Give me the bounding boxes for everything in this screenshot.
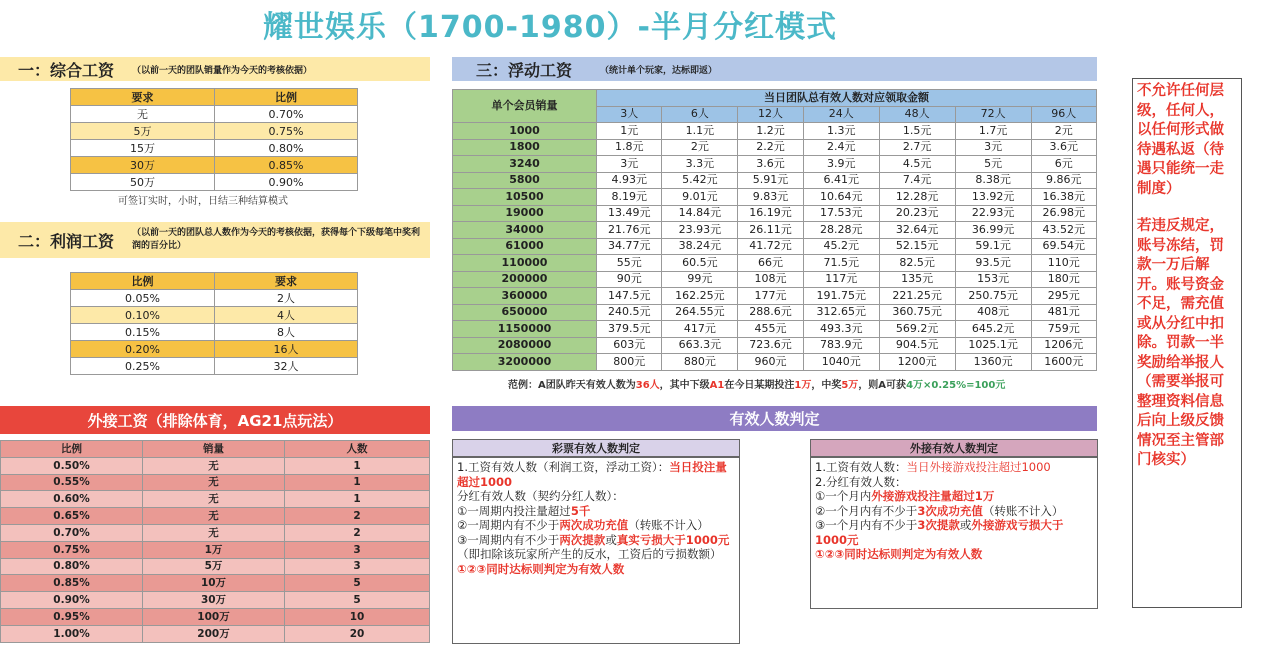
amount-cell: 1200元 (879, 354, 955, 371)
amount-cell: 14.84元 (662, 205, 738, 222)
cell: 0.70% (215, 106, 358, 123)
group-header: 当日团队总有效人数对应领取金额 (597, 90, 1097, 107)
cell: 0.80% (1, 558, 143, 575)
amount-cell: 99元 (662, 271, 738, 288)
amount-cell: 13.49元 (597, 205, 662, 222)
table-row (1, 608, 430, 625)
cell: 0.10% (71, 307, 215, 324)
cell: 10 (285, 608, 430, 625)
amount-cell: 455元 (738, 321, 803, 338)
col-header: 比例 (215, 89, 358, 106)
table-row (1, 474, 430, 491)
amount-cell: 360.75元 (879, 304, 955, 321)
amount-cell: 66元 (738, 255, 803, 272)
external-box-title: 外接有效人数判定 (910, 442, 998, 455)
lottery-line (457, 533, 735, 548)
cell: 100万 (143, 608, 285, 625)
table-row (1, 575, 430, 592)
table-row (71, 358, 358, 375)
external-line: 2.分红有效人数： (815, 474, 907, 489)
cell: 30万 (143, 592, 285, 609)
amount-cell: 3元 (955, 139, 1031, 156)
cell: 2 (285, 524, 430, 541)
section2-header (0, 222, 430, 258)
lottery-line: 分红有效人数（契约分红人数）： (457, 489, 624, 503)
table-row (71, 140, 358, 157)
lottery-box-header (452, 439, 740, 457)
amount-cell: 32.64元 (879, 222, 955, 239)
highlight: 两次提款 (559, 532, 606, 547)
lottery-line (457, 504, 735, 519)
highlight: 外接游戏投注量超过1万 (871, 489, 995, 503)
amount-cell: 177元 (738, 288, 803, 305)
cell: 200万 (143, 625, 285, 642)
table-row (453, 255, 1097, 272)
sales-cell: 3200000 (453, 354, 597, 371)
text: （转账不计入） (982, 503, 1064, 518)
table-row (453, 139, 1097, 156)
amount-cell: 417元 (662, 321, 738, 338)
col-header: 3人 (597, 106, 662, 123)
amount-cell: 4.93元 (597, 172, 662, 189)
amount-cell: 8.19元 (597, 189, 662, 206)
col-header: 要求 (71, 89, 215, 106)
amount-cell: 3.6元 (1031, 139, 1096, 156)
sales-cell: 2080000 (453, 337, 597, 354)
cell: 2 (285, 508, 430, 525)
section1-header (0, 57, 430, 81)
amount-cell: 1040元 (803, 354, 879, 371)
amount-cell: 34.77元 (597, 238, 662, 255)
cell: 0.50% (1, 457, 143, 474)
col-header: 72人 (955, 106, 1031, 123)
highlight: 3次成功充值 (917, 503, 983, 518)
amount-cell: 312.65元 (803, 304, 879, 321)
table-row (71, 341, 358, 358)
cell: 16人 (215, 341, 358, 358)
amount-cell: 904.5元 (879, 337, 955, 354)
text: ②一个月内有不少于 (815, 503, 918, 518)
section2-table (70, 272, 358, 375)
amount-cell: 1元 (597, 123, 662, 140)
amount-cell: 221.25元 (879, 288, 955, 305)
amount-cell: 481元 (1031, 304, 1096, 321)
amount-cell: 5.91元 (738, 172, 803, 189)
section3-example (508, 376, 1005, 391)
amount-cell: 71.5元 (803, 255, 879, 272)
amount-cell: 603元 (597, 337, 662, 354)
external-box (810, 457, 1098, 609)
amount-cell: 59.1元 (955, 238, 1031, 255)
example-value: 4万×0.25%=100元 (906, 380, 1006, 391)
cell: 32人 (215, 358, 358, 375)
amount-cell: 264.55元 (662, 304, 738, 321)
cell: 0.15% (71, 324, 215, 341)
highlight: 外接游戏亏损大于1000元 (815, 518, 1064, 547)
amount-cell: 4.5元 (879, 156, 955, 173)
cell: 5万 (143, 558, 285, 575)
amount-cell: 1360元 (955, 354, 1031, 371)
example-text: 范例：A团队昨天有效人数为 (508, 380, 636, 391)
section1-heading: 一：综合工资 (18, 60, 115, 80)
cell: 0.90% (1, 592, 143, 609)
highlight: 当日外接游戏投注超过1000 (906, 460, 1051, 474)
amount-cell: 5.42元 (662, 172, 738, 189)
cell: 1万 (143, 541, 285, 558)
amount-cell: 3.9元 (803, 156, 879, 173)
cell: 无 (143, 524, 285, 541)
amount-cell: 783.9元 (803, 337, 879, 354)
cell: 1.00% (1, 625, 143, 642)
table-row (71, 157, 358, 174)
sales-cell: 110000 (453, 255, 597, 272)
amount-cell: 16.19元 (738, 205, 803, 222)
amount-cell: 1.7元 (955, 123, 1031, 140)
table-row (1, 508, 430, 525)
section3-heading: 三：浮动工资 (476, 60, 573, 80)
lottery-line: （即扣除该玩家所产生的反水，工资后的亏损数额） (457, 547, 722, 561)
amount-cell: 38.24元 (662, 238, 738, 255)
table-row (71, 123, 358, 140)
table-row (453, 238, 1097, 255)
amount-cell: 569.2元 (879, 321, 955, 338)
amount-cell: 295元 (1031, 288, 1096, 305)
cell: 2人 (215, 290, 358, 307)
section1-note: 可签订实时，小时，日结三种结算模式 (118, 196, 288, 207)
amount-cell: 1600元 (1031, 354, 1096, 371)
section1-table (70, 88, 358, 191)
cell: 3 (285, 558, 430, 575)
cell: 0.20% (71, 341, 215, 358)
amount-cell: 153元 (955, 271, 1031, 288)
external-line (815, 489, 1093, 504)
amount-cell: 90元 (597, 271, 662, 288)
cell: 1 (285, 491, 430, 508)
amount-cell: 180元 (1031, 271, 1096, 288)
highlight: 真实亏损大于1000元 (616, 532, 730, 547)
example-text: ，则A可获 (858, 380, 907, 391)
cell: 15万 (71, 140, 215, 157)
lottery-box-title: 彩票有效人数判定 (552, 442, 640, 455)
table-row (453, 288, 1097, 305)
text: ③一周期内有不少于 (457, 532, 560, 547)
table-row (453, 156, 1097, 173)
amount-cell: 960元 (738, 354, 803, 371)
cell: 5 (285, 575, 430, 592)
text: （转账不计入） (628, 518, 709, 532)
sales-cell: 10500 (453, 189, 597, 206)
amount-cell: 2.7元 (879, 139, 955, 156)
sales-cell: 650000 (453, 304, 597, 321)
example-text: ，中奖 (811, 380, 842, 391)
sales-cell: 19000 (453, 205, 597, 222)
amount-cell: 2元 (1031, 123, 1096, 140)
section4-heading: 外接工资（排除体育，AG21点玩法） (87, 411, 343, 430)
amount-cell: 645.2元 (955, 321, 1031, 338)
amount-cell: 6元 (1031, 156, 1096, 173)
amount-cell: 55元 (597, 255, 662, 272)
amount-cell: 1.1元 (662, 123, 738, 140)
amount-cell: 9.86元 (1031, 172, 1096, 189)
cell: 0.60% (1, 491, 143, 508)
amount-cell: 93.5元 (955, 255, 1031, 272)
example-value: 5万 (841, 380, 859, 391)
amount-cell: 6.41元 (803, 172, 879, 189)
amount-cell: 2元 (662, 139, 738, 156)
cell: 无 (143, 508, 285, 525)
amount-cell: 26.11元 (738, 222, 803, 239)
amount-cell: 7.4元 (879, 172, 955, 189)
cell: 1 (285, 474, 430, 491)
amount-cell: 800元 (597, 354, 662, 371)
amount-cell: 288.6元 (738, 304, 803, 321)
table-row (453, 172, 1097, 189)
amount-cell: 52.15元 (879, 238, 955, 255)
amount-cell: 108元 (738, 271, 803, 288)
amount-cell: 493.3元 (803, 321, 879, 338)
amount-cell: 3元 (597, 156, 662, 173)
table-row (453, 304, 1097, 321)
table-row (1, 524, 430, 541)
col-header: 12人 (738, 106, 803, 123)
lottery-line: ①②③同时达标则判定为有效人数 (457, 561, 625, 576)
table-row (1, 491, 430, 508)
sales-cell: 1150000 (453, 321, 597, 338)
table-row (1, 457, 430, 474)
amount-cell: 3.6元 (738, 156, 803, 173)
section4-table (0, 440, 430, 643)
section5-header (452, 406, 1097, 431)
external-box-header (810, 439, 1098, 457)
amount-cell: 1025.1元 (955, 337, 1031, 354)
cell: 0.85% (1, 575, 143, 592)
example-value: A1 (709, 380, 725, 391)
table-row (453, 321, 1097, 338)
amount-cell: 5元 (955, 156, 1031, 173)
amount-cell: 147.5元 (597, 288, 662, 305)
section2-heading: 二：利润工资 (18, 231, 115, 251)
table-row (71, 106, 358, 123)
cell: 1 (285, 457, 430, 474)
col-header: 比例 (71, 273, 215, 290)
table-row (71, 307, 358, 324)
sales-cell: 360000 (453, 288, 597, 305)
amount-cell: 191.75元 (803, 288, 879, 305)
side-notice (1132, 78, 1242, 608)
cell: 0.05% (71, 290, 215, 307)
example-text: ，其中下级 (659, 380, 710, 391)
sales-cell: 1000 (453, 123, 597, 140)
amount-cell: 1.5元 (879, 123, 955, 140)
col-header: 人数 (285, 441, 430, 458)
amount-cell: 21.76元 (597, 222, 662, 239)
amount-cell: 1.8元 (597, 139, 662, 156)
amount-cell: 110元 (1031, 255, 1096, 272)
col-header: 6人 (662, 106, 738, 123)
side-notice-rule: 不允许任何层级，任何人，以任何形式做待遇私返（待遇只能统一走制度） (1137, 83, 1224, 197)
col-header: 销量 (143, 441, 285, 458)
text: ③一个月内有不少于 (815, 518, 918, 532)
table-row (1, 541, 430, 558)
table-row (71, 290, 358, 307)
amount-cell: 117元 (803, 271, 879, 288)
amount-cell: 23.93元 (662, 222, 738, 239)
sales-cell: 3240 (453, 156, 597, 173)
col-header: 24人 (803, 106, 879, 123)
text: 1.工资有效人数： (815, 460, 907, 474)
cell: 4人 (215, 307, 358, 324)
amount-cell: 723.6元 (738, 337, 803, 354)
amount-cell: 3.3元 (662, 156, 738, 173)
section4-header (0, 406, 430, 434)
highlight: 两次成功充值 (559, 518, 629, 532)
cell: 20 (285, 625, 430, 642)
cell: 0.95% (1, 608, 143, 625)
amount-cell: 36.99元 (955, 222, 1031, 239)
table-row (453, 205, 1097, 222)
section3-header (452, 57, 1097, 81)
amount-cell: 60.5元 (662, 255, 738, 272)
amount-cell: 22.93元 (955, 205, 1031, 222)
amount-cell: 162.25元 (662, 288, 738, 305)
section3-subheading: （统计单个玩家，达标即返） (600, 65, 718, 76)
page-title: 耀世娱乐（1700-1980）-半月分红模式 (263, 10, 837, 45)
cell: 50万 (71, 174, 215, 191)
table-row (71, 174, 358, 191)
lottery-line (457, 460, 735, 489)
amount-cell: 135元 (879, 271, 955, 288)
external-line (815, 504, 1093, 519)
amount-cell: 379.5元 (597, 321, 662, 338)
cell: 0.85% (215, 157, 358, 174)
amount-cell: 1206元 (1031, 337, 1096, 354)
highlight: 当日投注量超过1000 (457, 460, 727, 489)
text: 或 (605, 532, 617, 547)
amount-cell: 20.23元 (879, 205, 955, 222)
col-header: 48人 (879, 106, 955, 123)
cell: 0.25% (71, 358, 215, 375)
amount-cell: 17.53元 (803, 205, 879, 222)
section5-heading: 有效人数判定 (729, 410, 820, 428)
cell: 0.75% (1, 541, 143, 558)
amount-cell: 880元 (662, 354, 738, 371)
cell: 无 (143, 474, 285, 491)
highlight: 3次提款 (917, 518, 960, 532)
example-text: 在今日某期投注 (724, 380, 795, 391)
row-header: 单个会员销量 (453, 90, 597, 123)
amount-cell: 10.64元 (803, 189, 879, 206)
table-row (1, 625, 430, 642)
sales-cell: 61000 (453, 238, 597, 255)
table-row (453, 337, 1097, 354)
section2-subheading: （以前一天的团队总人数作为今天的考核依据，获得每个下级每笔中奖利润的百分比） (132, 228, 421, 251)
amount-cell: 69.54元 (1031, 238, 1096, 255)
amount-cell: 408元 (955, 304, 1031, 321)
amount-cell: 13.92元 (955, 189, 1031, 206)
sales-cell: 1800 (453, 139, 597, 156)
amount-cell: 8.38元 (955, 172, 1031, 189)
text: ②一周期内有不少于 (457, 518, 560, 532)
cell: 0.70% (1, 524, 143, 541)
cell: 0.55% (1, 474, 143, 491)
cell: 5 (285, 592, 430, 609)
cell: 5万 (71, 123, 215, 140)
external-line (815, 518, 1093, 547)
section1-subheading: （以前一天的团队销量作为今天的考核依据） (132, 65, 313, 76)
text: 1.工资有效人数（利润工资，浮动工资）： (457, 460, 670, 474)
lottery-box (452, 457, 740, 644)
example-value: 1万 (794, 380, 812, 391)
amount-cell: 250.75元 (955, 288, 1031, 305)
amount-cell: 26.98元 (1031, 205, 1096, 222)
amount-cell: 2.4元 (803, 139, 879, 156)
external-line (815, 460, 1093, 475)
amount-cell: 12.28元 (879, 189, 955, 206)
amount-cell: 240.5元 (597, 304, 662, 321)
cell: 0.75% (215, 123, 358, 140)
cell: 无 (71, 106, 215, 123)
text: ①一个月内 (815, 489, 872, 503)
col-header: 比例 (1, 441, 143, 458)
cell: 无 (143, 457, 285, 474)
amount-cell: 41.72元 (738, 238, 803, 255)
amount-cell: 43.52元 (1031, 222, 1096, 239)
table-row (453, 271, 1097, 288)
table-row (453, 354, 1097, 371)
amount-cell: 9.83元 (738, 189, 803, 206)
text: 或 (959, 518, 972, 532)
table-row (453, 189, 1097, 206)
amount-cell: 2.2元 (738, 139, 803, 156)
sales-cell: 34000 (453, 222, 597, 239)
table-row (1, 558, 430, 575)
external-line: ①②③同时达标则判定为有效人数 (815, 547, 983, 561)
cell: 0.90% (215, 174, 358, 191)
cell: 无 (143, 491, 285, 508)
amount-cell: 82.5元 (879, 255, 955, 272)
section3-table (452, 89, 1097, 371)
cell: 0.80% (215, 140, 358, 157)
table-row (1, 592, 430, 609)
amount-cell: 28.28元 (803, 222, 879, 239)
amount-cell: 45.2元 (803, 238, 879, 255)
lottery-line (457, 518, 735, 533)
side-notice-penalty: 若违反规定，账号冻结，罚款一万后解开。账号资金不足，需充值或从分红中扣除。罚款一半奖励给举报人（需要举报可整理资料信息后向上级反馈情况至主管部门核实） (1137, 218, 1224, 468)
cell: 8人 (215, 324, 358, 341)
example-value: 36人 (635, 380, 660, 391)
amount-cell: 759元 (1031, 321, 1096, 338)
sales-cell: 5800 (453, 172, 597, 189)
col-header: 要求 (215, 273, 358, 290)
cell: 3 (285, 541, 430, 558)
cell: 0.65% (1, 508, 143, 525)
table-row (453, 222, 1097, 239)
table-row (453, 123, 1097, 140)
highlight: 5千 (570, 503, 591, 518)
cell: 10万 (143, 575, 285, 592)
amount-cell: 1.2元 (738, 123, 803, 140)
col-header: 96人 (1031, 106, 1096, 123)
amount-cell: 16.38元 (1031, 189, 1096, 206)
amount-cell: 663.3元 (662, 337, 738, 354)
sales-cell: 200000 (453, 271, 597, 288)
cell: 30万 (71, 157, 215, 174)
amount-cell: 1.3元 (803, 123, 879, 140)
text: ①一周期内投注量超过 (457, 503, 571, 518)
table-row (71, 324, 358, 341)
amount-cell: 9.01元 (662, 189, 738, 206)
